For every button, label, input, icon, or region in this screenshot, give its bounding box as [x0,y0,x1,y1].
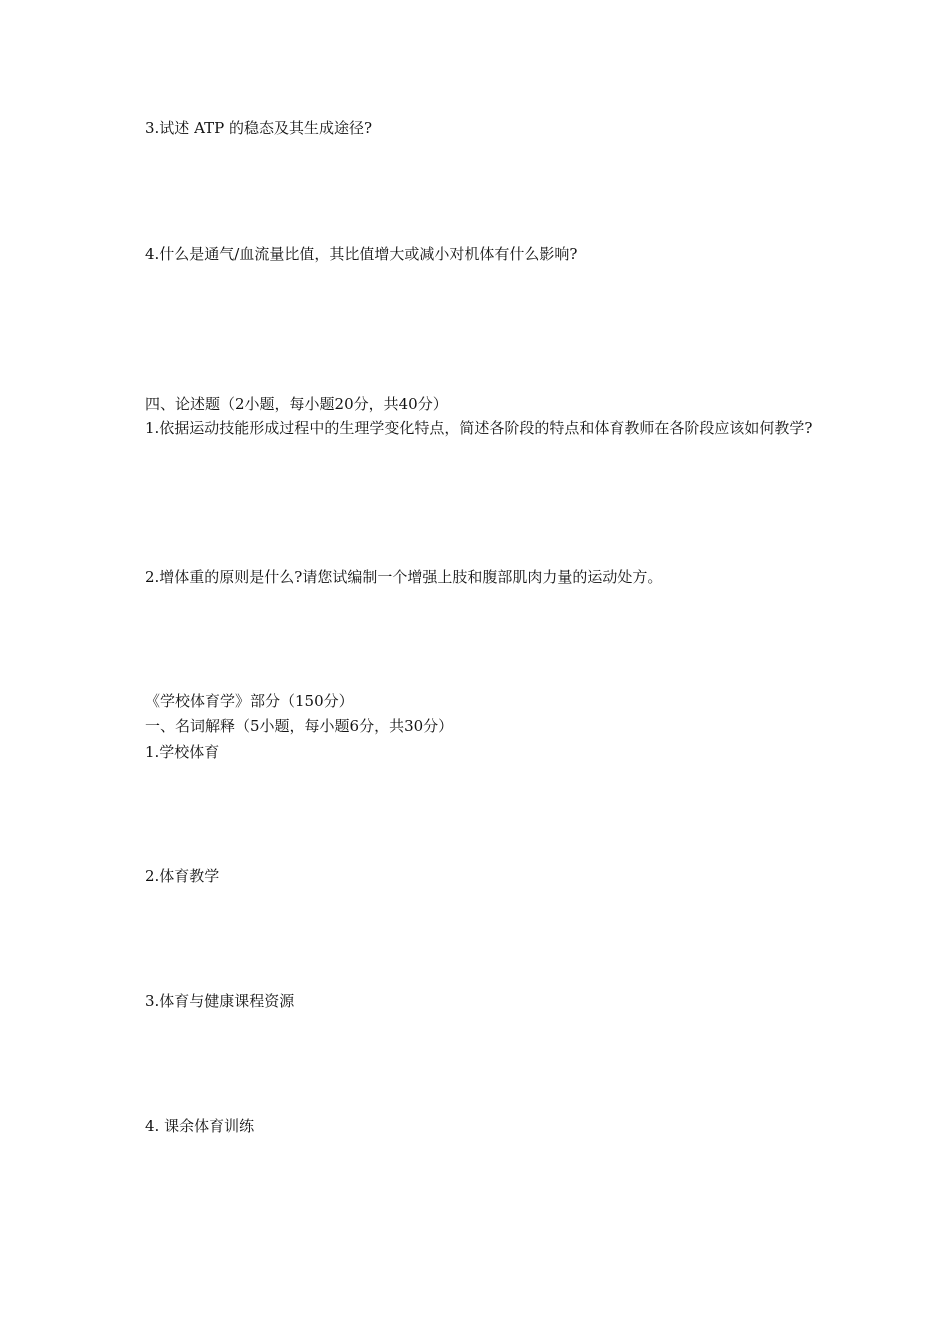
term-3: 3.体育与健康课程资源 [145,992,295,1010]
question-3-atp: 3.试述 ATP 的稳态及其生成途径? [145,119,373,137]
part-title-school-pe: 《学校体育学》部分（150分） [145,692,354,710]
essay-question-2: 2.增体重的原则是什么?请您试编制一个增强上肢和腹部肌肉力量的运动处方。 [145,568,663,586]
term-4: 4. 课余体育训练 [145,1117,255,1135]
section-four-heading: 四、论述题（2小题，每小题20分，共40分） [145,395,448,413]
term-1: 1.学校体育 [145,743,220,761]
term-2: 2.体育教学 [145,867,220,885]
question-4-ventilation-perfusion: 4.什么是通气/血流量比值，其比值增大或减小对机体有什么影响? [145,245,578,263]
essay-question-1: 1.依据运动技能形成过程中的生理学变化特点，简述各阶段的特点和体育教师在各阶段应该如何教学? [145,419,813,437]
section-one-heading: 一、名词解释（5小题，每小题6分，共30分） [145,717,454,735]
